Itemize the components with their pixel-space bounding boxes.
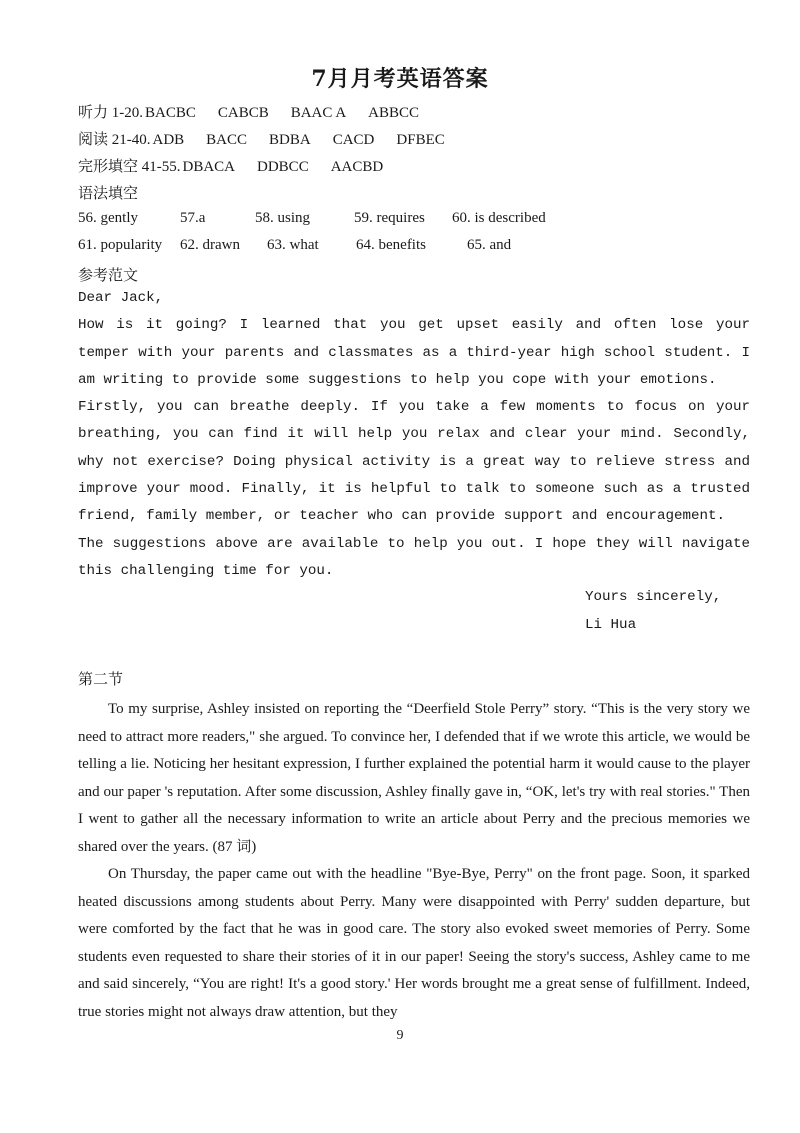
answer-group: BAAC A	[290, 105, 347, 121]
model-essay	[78, 285, 750, 585]
grammar-answer: 57.a	[180, 210, 206, 226]
grammar-heading: 语法填空	[78, 186, 139, 202]
essay-paragraph: How is it going? I learned that you get upset easily and often lose your temper with your parents and classmates as a third-year high school student. I am writing to provide some suggestions to help you cope with your emotions.	[78, 317, 750, 388]
grammar-answer: 62. drawn	[180, 237, 240, 253]
grammar-answer: 64. benefits	[356, 237, 426, 253]
reading-answers	[78, 128, 445, 149]
answer-group: CABCB	[217, 105, 269, 121]
listening-answers	[78, 101, 419, 122]
story-paragraph: To my surprise, Ashley insisted on reporting the “Deerfield Stole Perry” story. “This is the very story we need to attract more readers," she argued. To convince her, I defended that if we wrote this article, we would be telling a lie. Noticing her hesitant expression, I further explained the potential harm it would cause to the player and our paper 's reputation. After some discussion, Ashley finally gave in, “OK, let's try with real stories." Then I went to gather all the necessary information to write an article about Perry and the precious memories we shared over the years. (87 词)	[78, 701, 750, 855]
essay-closing: Yours sincerely,	[585, 589, 722, 605]
grammar-answer: 63. what	[267, 237, 319, 253]
essay-paragraph: Firstly, you can breathe deeply. If you take a few moments to focus on your breathing, you can find it will help you relax and clear your mind. Secondly, why not exercise? Doing physical activity is a great way to relieve stress and improve your mood. Finally, it is helpful to talk to someone such as a trusted friend, family member, or teacher who can provide support and encouragement.	[78, 399, 750, 525]
essay-salutation: Dear Jack,	[78, 290, 164, 306]
grammar-answer: 65. and	[467, 237, 512, 253]
reading-label: 阅读 21-40.	[78, 132, 151, 148]
essay-heading: 参考范文	[78, 268, 139, 284]
cloze-answers	[78, 155, 383, 176]
answer-group: CACD	[332, 132, 375, 148]
section-heading: 第二节	[78, 672, 124, 688]
page-title: 7月月考英语答案	[311, 66, 489, 92]
grammar-answer: 60. is described	[452, 210, 546, 226]
cloze-label: 完形填空 41-55.	[78, 159, 181, 175]
answer-group: ADB	[152, 132, 185, 148]
grammar-answer: 56. gently	[78, 210, 138, 226]
page-number: 9	[396, 1028, 404, 1043]
listening-label: 听力 1-20.	[78, 105, 143, 121]
answer-group: AACBD	[330, 159, 384, 175]
story-paragraph: On Thursday, the paper came out with the headline "Bye-Bye, Perry" on the front page. Soon, it sparked heated discussions among students about Perry. Many were disappointed with Perry' sudden departure, but were comforted by the fact that he was in good care. The story also evoked sweet memories of Perry. Some students even requested to share their stories of it in our paper! Seeing the story's success, Ashley came to me and said sincerely, “You are right! It's a good story.' Her words brought me a great sense of fulfillment. Indeed, true stories might not always draw attention, but they	[78, 866, 750, 1020]
answer-group: DFBEC	[396, 132, 445, 148]
answer-group: ABBCC	[368, 105, 420, 121]
answer-group: BACC	[206, 132, 248, 148]
grammar-answer: 59. requires	[354, 210, 425, 226]
answer-group: BDBA	[269, 132, 311, 148]
answer-group: DBACA	[182, 159, 236, 175]
answer-group: DDBCC	[257, 159, 309, 175]
answer-group: BACBC	[145, 105, 196, 121]
grammar-answer: 58. using	[255, 210, 311, 226]
story-text	[78, 696, 750, 1026]
essay-signature: Li Hua	[585, 617, 637, 633]
essay-paragraph: The suggestions above are available to help you out. I hope they will navigate this challenging time for you.	[78, 535, 750, 579]
grammar-answer: 61. popularity	[78, 237, 163, 253]
